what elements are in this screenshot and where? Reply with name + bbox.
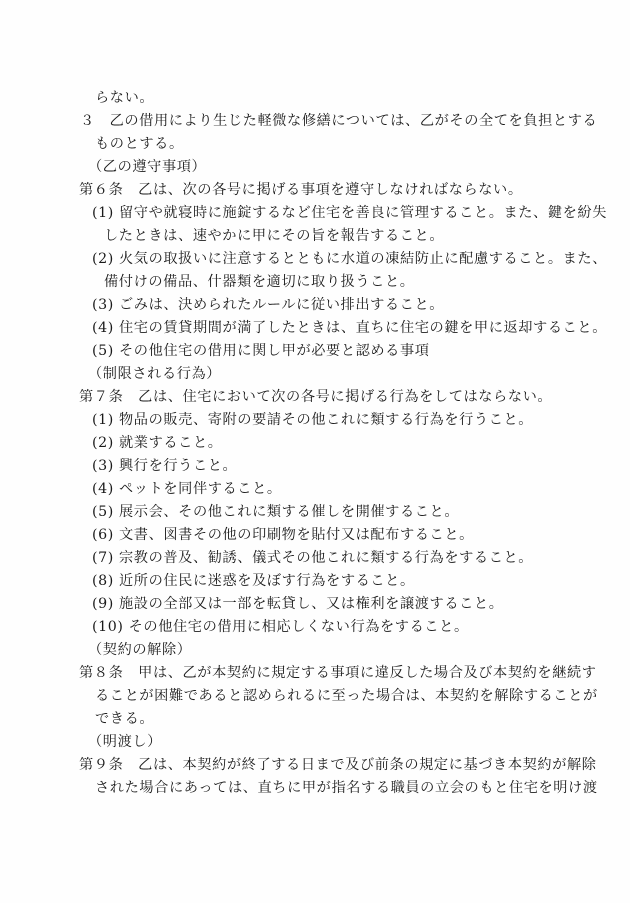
article-6-item-4: (4) 住宅の賃貸期間が満了したときは、直ちに住宅の鍵を甲に返却すること。: [92, 320, 607, 336]
article-6-item-2-cont: 備付けの備品、什器類を適切に取り扱うこと。: [104, 274, 415, 290]
article-9-body-cont: された場合にあっては、直ちに甲が指名する職員の立会のもと住宅を明け渡: [95, 780, 598, 796]
article-6-heading: （乙の遵守事項）: [88, 159, 207, 175]
article-7-item-10: (10) その他住宅の借用に相応しくない行為をすること。: [92, 619, 469, 635]
article-7-body: 第７条 乙は、住宅において次の各号に掲げる行為をしてはならない。: [79, 389, 553, 405]
article-6-item-2: (2) 火気の取扱いに注意するとともに水道の凍結防止に配慮すること。また、: [92, 251, 607, 267]
article-8-body-cont-1: ることが困難であると認められるに至った場合は、本契約を解除することが: [95, 688, 598, 704]
article-7-item-5: (5) 展示会、その他これに類する催しを開催すること。: [92, 504, 460, 520]
article-7-item-2: (2) 就業すること。: [92, 435, 223, 451]
article-7-item-3: (3) 興行を行うこと。: [92, 458, 238, 474]
article-7-item-4: (4) ペットを同伴すること。: [92, 481, 282, 497]
article-8-heading: （契約の解除）: [88, 642, 192, 658]
article-8-body-cont-2: できる。: [95, 711, 155, 727]
article-7-item-9: (9) 施設の全部又は一部を転貸し、又は権利を譲渡すること。: [92, 596, 504, 612]
article-9-body: 第９条 乙は、本契約が終了する日まで及び前条の規定に基づき本契約が解除: [79, 757, 597, 773]
article-7-item-7: (7) 宗教の普及、勧誘、儀式その他これに類する行為をすること。: [92, 550, 534, 566]
article-6-body: 第６条 乙は、次の各号に掲げる事項を遵守しなければならない。: [79, 182, 523, 198]
article-8-body: 第８条 甲は、乙が本契約に規定する事項に違反した場合及び本契約を継続す: [79, 665, 597, 681]
article-6-item-1: (1) 留守や就寝時に施錠するなど住宅を善良に管理すること。また、鍵を紛失: [92, 205, 607, 221]
article-7-item-8: (8) 近所の住民に迷惑を及ぼす行為をすること。: [92, 573, 415, 589]
text-line-continuation: らない。: [95, 90, 155, 106]
paragraph-3-cont: ものとする。: [95, 136, 184, 152]
article-6-item-5: (5) その他住宅の借用に関し甲が必要と認める事項: [92, 343, 430, 359]
article-7-heading: （制限される行為）: [88, 366, 222, 382]
article-6-item-3: (3) ごみは、決められたルールに従い排出すること。: [92, 297, 445, 313]
article-7-item-6: (6) 文書、図書その他の印刷物を貼付又は配布すること。: [92, 527, 474, 543]
article-7-item-1: (1) 物品の販売、寄附の要請その他これに類する行為を行うこと。: [92, 412, 534, 428]
article-6-item-1-cont: したときは、速やかに甲にその旨を報告すること。: [104, 228, 445, 244]
paragraph-3: ３ 乙の借用により生じた軽微な修繕については、乙がその全てを負担とする: [80, 113, 598, 129]
article-9-heading: （明渡し）: [88, 734, 162, 750]
